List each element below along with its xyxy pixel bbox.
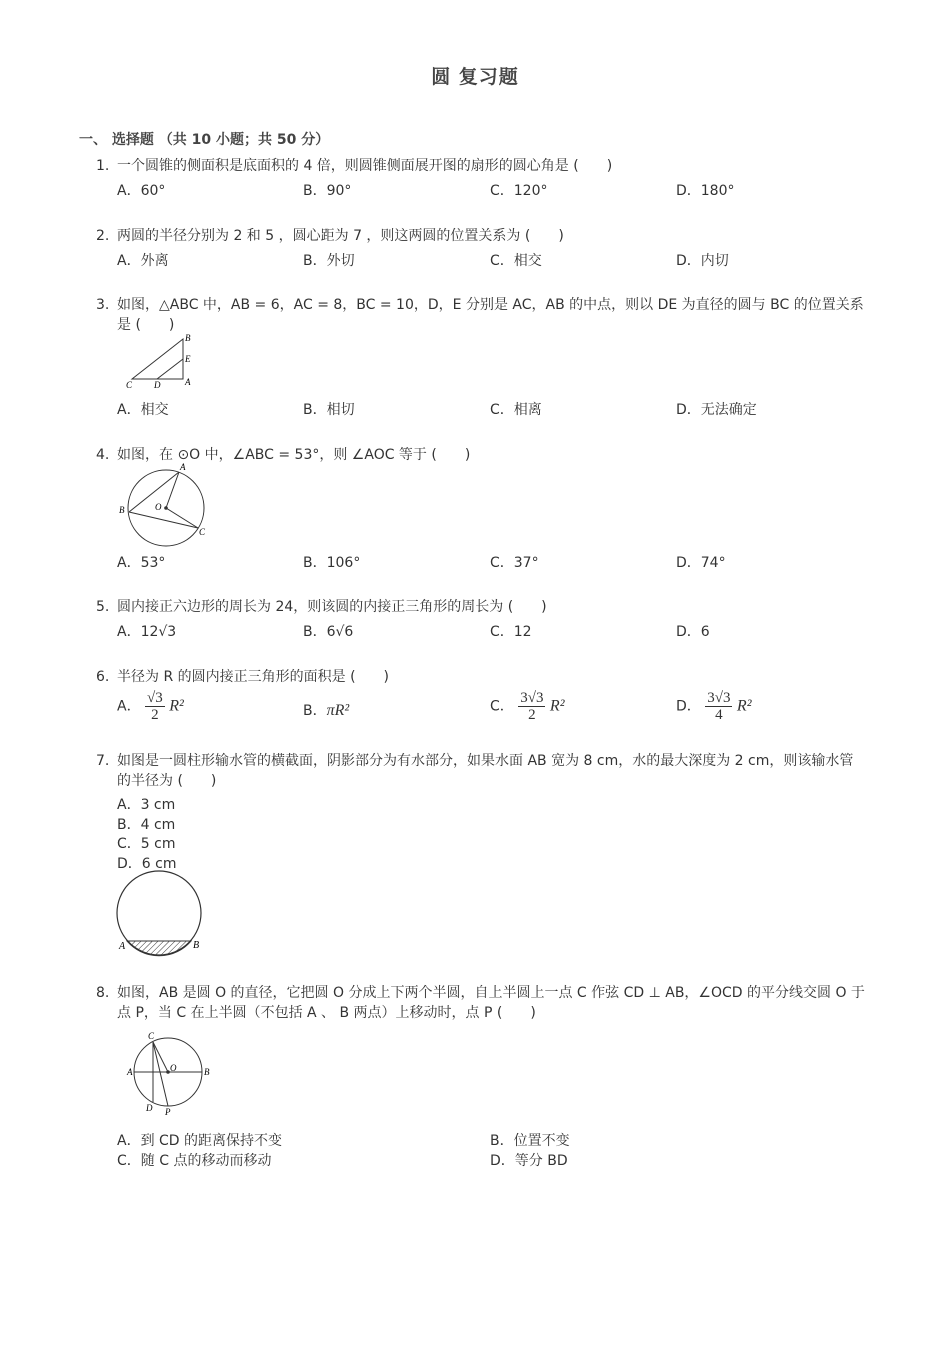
question-stem: 半径为 R 的圆内接正三角形的面积是 ( ) [117, 669, 390, 685]
question-6 [96, 667, 866, 687]
options-q6 [117, 690, 867, 726]
question-4 [96, 445, 866, 465]
option-c[interactable]: C．随 C 点的移动而移动 [117, 1153, 272, 1169]
label-b: B [185, 333, 191, 343]
options-q4 [117, 552, 867, 574]
pipe-cross-section-figure [112, 868, 210, 960]
option-c[interactable] [490, 690, 565, 723]
option-prefix: D． [676, 698, 701, 715]
options-q5 [117, 621, 867, 643]
r-squared: R² [169, 697, 184, 715]
question-stem: 两圆的半径分别为 2 和 5 ，圆心距为 7 ，则这两圆的位置关系为 ( ) [117, 228, 564, 244]
option-d[interactable]: D．6 cm [117, 856, 177, 872]
page-title: 圆 复习题 [431, 66, 519, 88]
option-a[interactable]: A．12√3 [117, 624, 177, 640]
label-a: A [127, 1067, 133, 1077]
option-c[interactable]: C．12 [490, 624, 532, 640]
option-c[interactable]: C．相交 [490, 253, 542, 269]
option-a[interactable] [117, 690, 184, 723]
label-a: A [119, 941, 126, 952]
label-a: A [180, 462, 186, 472]
option-c[interactable]: C．5 cm [117, 836, 176, 852]
option-c[interactable]: C．120° [490, 183, 548, 199]
option-a[interactable]: A．3 cm [117, 797, 176, 813]
options-q1 [117, 180, 867, 202]
triangle-figure [120, 333, 200, 391]
label-b: B [193, 940, 200, 951]
question-8 [96, 983, 866, 1023]
fraction [518, 690, 545, 723]
option-prefix: A． [117, 698, 141, 715]
option-a[interactable]: A．相交 [117, 402, 169, 418]
option-c[interactable]: C．37° [490, 555, 539, 571]
denominator: 2 [151, 707, 159, 723]
label-e: E [185, 354, 191, 364]
question-number: 7. [96, 753, 110, 769]
label-b: B [204, 1067, 210, 1077]
r-squared: R² [736, 697, 752, 715]
question-5 [96, 597, 866, 617]
pi-r-squared: πR² [326, 702, 350, 719]
option-d[interactable] [676, 690, 752, 723]
option-b[interactable]: B．4 cm [117, 817, 176, 833]
question-stem: 圆内接正六边形的周长为 24，则该圆的内接正三角形的周长为 ( ) [117, 599, 547, 615]
option-d[interactable]: D．内切 [676, 253, 729, 269]
question-number: 2. [96, 228, 110, 244]
option-d[interactable]: D．6 [676, 624, 710, 640]
question-number: 5. [96, 599, 110, 615]
circle-angle-figure [116, 462, 211, 550]
section-heading: 一、 选择题 （共 10 小题；共 50 分） [79, 132, 330, 148]
option-a[interactable]: A．53° [117, 555, 166, 571]
label-c: C [148, 1031, 155, 1041]
question-stem: 如图，AB 是圆 O 的直径，它把圆 O 分成上下两个半圆，自上半圆上一点 C 作弦 CD ⊥ AB，∠OCD 的平分线交圆 O 于点 P，当 C 在上半圆（不包括 A 、 B 两点）上移动时，点 P ( ) [117, 985, 865, 1021]
option-a[interactable]: A．到 CD 的距离保持不变 [117, 1133, 283, 1149]
question-number: 6. [96, 669, 110, 685]
question-stem: 如图，△ABC 中，AB = 6，AC = 8，BC = 10，D，E 分别是 AC，AB 的中点，则以 DE 为直径的圆与 BC 的位置关系是 ( ) [117, 297, 864, 333]
question-stem: 如图，在 ⊙O 中，∠ABC = 53°，则 ∠AOC 等于 ( ) [117, 447, 471, 463]
option-a[interactable]: A．60° [117, 183, 166, 199]
label-d: D [146, 1103, 153, 1113]
label-c: C [126, 380, 133, 390]
question-stem: 如图是一圆柱形输水管的横截面，阴影部分为有水部分，如果水面 AB 宽为 8 cm，水的最大深度为 2 cm，则该输水管的半径为 ( ) [117, 753, 854, 789]
option-c[interactable]: C．相离 [490, 402, 542, 418]
question-stem: 一个圆锥的侧面积是底面积的 4 倍，则圆锥侧面展开图的扇形的圆心角是 ( ) [117, 158, 613, 174]
options-q3 [117, 399, 867, 421]
numerator: 3√3 [520, 690, 544, 706]
option-d[interactable]: D．74° [676, 555, 726, 571]
label-p: P [165, 1107, 171, 1117]
denominator: 2 [528, 707, 536, 723]
label-o: O [155, 502, 162, 512]
numerator: √3 [147, 690, 163, 706]
question-number: 4. [96, 447, 110, 463]
option-b[interactable] [303, 700, 349, 720]
question-2 [96, 226, 866, 246]
option-b[interactable]: B．位置不变 [490, 1133, 570, 1149]
label-d: D [154, 380, 161, 390]
options-q2 [117, 250, 867, 272]
option-b[interactable]: B．106° [303, 555, 361, 571]
question-number: 8. [96, 985, 110, 1001]
question-1 [96, 156, 866, 176]
option-b[interactable]: B．相切 [303, 402, 355, 418]
option-b[interactable]: B．外切 [303, 253, 355, 269]
r-squared: R² [549, 697, 565, 715]
option-d[interactable]: D．180° [676, 183, 735, 199]
label-b: B [119, 505, 125, 515]
option-b[interactable]: B．6√6 [303, 624, 354, 640]
question-number: 3. [96, 297, 110, 313]
question-3 [96, 295, 866, 335]
option-d[interactable]: D．无法确定 [676, 402, 757, 418]
denominator: 4 [715, 707, 723, 723]
question-7 [96, 751, 866, 791]
option-d[interactable]: D．等分 BD [490, 1153, 568, 1169]
label-o: O [170, 1063, 177, 1073]
option-prefix: C． [490, 698, 514, 715]
option-a[interactable]: A．外离 [117, 253, 169, 269]
numerator: 3√3 [707, 690, 731, 706]
option-b[interactable]: B．90° [303, 183, 352, 199]
fraction [145, 690, 165, 723]
option-prefix: B． [303, 703, 327, 719]
semicircle-chord-figure [124, 1028, 216, 1120]
question-number: 1. [96, 158, 110, 174]
label-c: C [199, 527, 206, 537]
fraction [705, 690, 732, 723]
label-a: A [185, 377, 191, 387]
